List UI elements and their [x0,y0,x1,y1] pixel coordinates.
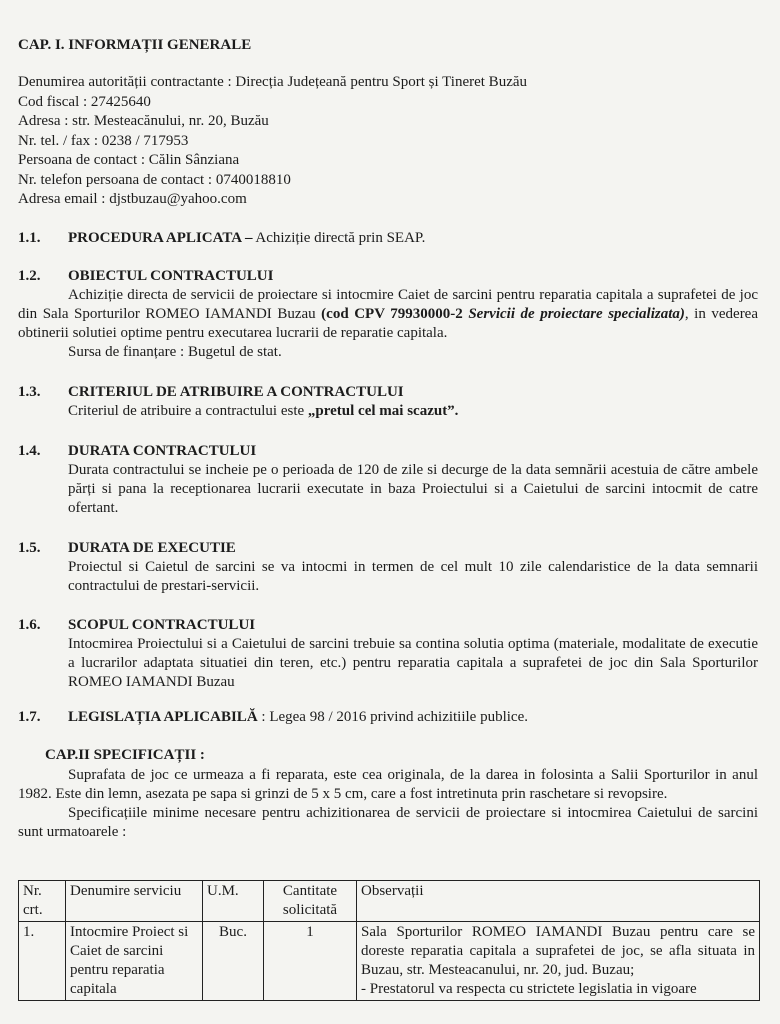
section-heading: OBIECTUL CONTRACTULUI [68,268,274,284]
info-contact-phone: Nr. telefon persoana de contact : 0740018810 [18,171,291,188]
text-run: Achiziție directa de servicii de proiectare si intocmire Caiet de sarcini pentru reparatia capitala a suprafetei de joc din Sala Sporturilor ROMEO IAMANDI Buzau [18,287,758,322]
text-run-bold: (cod CPV 79930000-2 [321,306,469,322]
section-heading [68,708,528,727]
info-phone: Nr. tel. / fax : 0238 / 717953 [18,132,189,149]
table-header-row [19,881,760,922]
info-authority: Denumirea autorității contractante : Direcția Județeană pentru Sport și Tineret Buzău [18,74,528,90]
section-number: 1.7. [18,709,41,725]
table-row [19,922,760,1001]
section-number: 1.1. [18,230,41,246]
section-body: Intocmirea Proiectului si a Caietului de sarcini trebuie sa contina solutia optima (materiale, modalitate de executie a lucrarilor adaptata situatiei din teren, etc.) pentru reparatia capitala a suprafetei de joc din Sala Sporturilor ROMEO IAMANDI Buzau [68,636,758,690]
section-body: Proiectul si Caietul de sarcini se va intocmi in termen de cel mult 10 zile calendaristice de la data semnarii contractului de prestari-servicii. [68,559,758,594]
header-quantity: Cantitate solicitată [264,881,357,922]
header-nr: Nr. crt. [19,881,66,922]
general-info [18,73,527,210]
section-body: Durata contractului se incheie pe o perioada de 120 de zile si decurge de la data semnării acestuia de către ambele părți si pana la receptionarea lucrarii executate in baza Proiectului si a Caietului de sarcini intocmit de catre ofertant. [68,462,758,516]
section-heading-value: : Legea 98 / 2016 privind achizitiile publice. [257,709,528,725]
section-heading: SCOPUL CONTRACTULUI [68,617,256,633]
info-contact-person: Persoana de contact : Călin Sânziana [18,152,240,168]
section-heading-text: LEGISLAȚIA APLICABILĂ [68,709,258,725]
section-heading: DURATA DE EXECUTIE [68,540,236,556]
header-unit: U.M. [203,881,264,922]
observation-text: Sala Sporturilor ROMEO IAMANDI Buzau pentru care se doreste reparatia capitala a suprafetei de joc, se afla situata in Buzau, str. Mesteacanului, nr. 20, jud. Buzau; [361,924,755,978]
cell-service-name: Intocmire Proiect si Caiet de sarcini pentru reparatia capitala [66,922,203,1001]
section-paragraph: Sursa de finanțare : Bugetul de stat. [68,344,282,360]
section-number: 1.3. [18,384,41,400]
text-run: , in vederea obtinerii solutiei optime pentru executarea lucrarii de reparatie capitala. [18,306,759,341]
text-run-bold: „pretul cel mai scazut”. [307,403,459,419]
section-heading: CRITERIUL DE ATRIBUIRE A CONTRACTULUI [68,384,404,400]
section-body [18,286,758,362]
section-heading-value: Achiziție directă prin SEAP. [252,230,426,246]
text-run: Criteriul de atribuire a contractului este [68,403,308,419]
chapter-2-paragraph: Suprafata de joc ce urmeaza a fi reparata, este cea originala, de la darea in folosinta a Salii Sporturilor in anul 1982. Este din lemn, asezata pe sapa si grinzi de 5 x 5 cm, care a fost intretinuta prin raschetare si revopsire. [18,767,758,802]
info-email: Adresa email : djstbuzau@yahoo.com [18,191,247,207]
header-observations: Observații [357,881,760,922]
cell-unit: Buc. [203,922,264,1001]
section-heading: DURATA CONTRACTULUI [68,443,257,459]
section-number: 1.2. [18,268,41,284]
chapter-2-body [18,766,758,842]
chapter-1-title: CAP. I. INFORMAȚII GENERALE [18,37,252,53]
services-table [18,880,760,1001]
chapter-2-title: CAP.II SPECIFICAȚII : [45,747,205,763]
info-address: Adresa : str. Mesteacănului, nr. 20, Buzău [18,113,269,129]
info-fiscal-code: Cod fiscal : 27425640 [18,93,151,110]
header-service-name: Denumire serviciu [66,881,203,922]
cell-quantity: 1 [264,922,357,1001]
observation-text: - Prestatorul va respecta cu strictete legislatia in vigoare [361,981,697,997]
cell-observations [357,922,760,1001]
section-body [68,402,758,421]
section-heading-text: PROCEDURA APLICATA – [68,230,253,246]
section-heading [68,229,425,248]
section-number: 1.5. [18,540,41,556]
chapter-2-paragraph: Specificațiile minime necesare pentru achizitionarea de servicii de proiectare si intocmirea Caietului de sarcini sunt urmatoarele : [18,805,758,840]
text-run-bold-italic: Servicii de proiectare specializata) [468,306,685,322]
cell-nr: 1. [19,922,66,1001]
section-number: 1.4. [18,443,41,459]
section-number: 1.6. [18,617,41,633]
section-paragraph [18,286,758,343]
